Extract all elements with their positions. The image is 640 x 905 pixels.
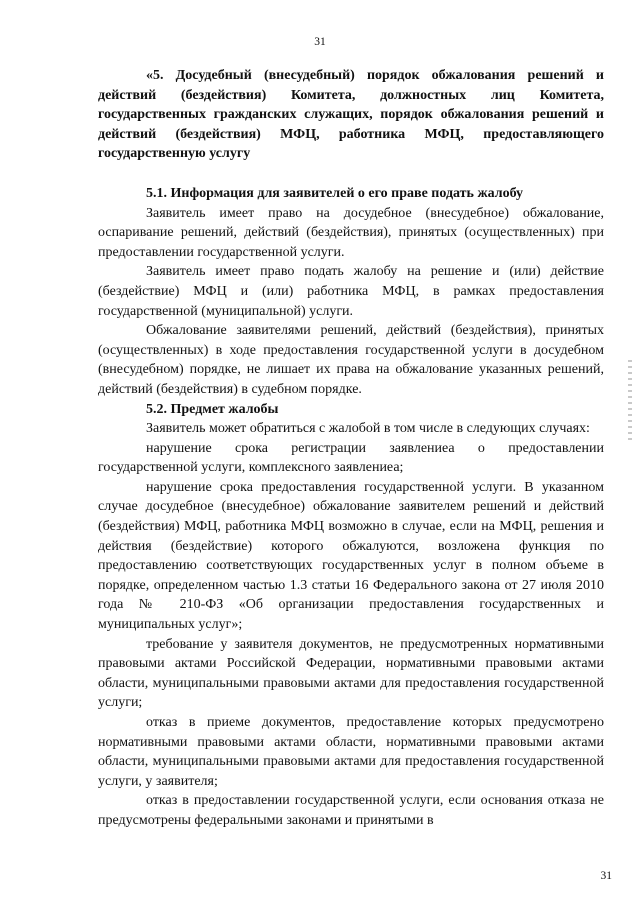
- paragraph: Обжалование заявителями решений, действий (бездействия), принятых (осуществленных) в ходе предоставления государственной услуги в досудебном (внесудебном) порядке, не лишает их права на обжалование указанных решений, действий (бездействия) в судебном порядке.: [98, 323, 604, 397]
- paragraph: Заявитель может обратиться с жалобой в том числе в следующих случаях:: [146, 421, 590, 437]
- section-5-1-heading: 5.1. Информация для заявителей о его праве подать жалобу: [146, 185, 524, 201]
- paragraph: нарушение срока предоставления государственной услуги. В указанном случае досудебное (внесудебное) обжалование заявителем решений и действий (бездействия) МФЦ, работника МФЦ возможно в случае, если на МФЦ, решения и действия (бездействие) которого обжалуются, возложена функция по предоставлению соответствующих государственных услуг в полном объеме в порядке, определенном частью 1.3 статьи 16 Федерального закона от 27 июля 2010 года № 210-ФЗ «Об организации предоставления государственных и муниципальных услуг»;: [98, 479, 604, 633]
- page-number-top: 31: [314, 36, 326, 48]
- paragraph: отказ в приеме документов, предоставление которых предусмотрено нормативными правовыми актами области, нормативными правовыми актами области, муниципальными правовыми актами для предоставления государственной услуги, у заявителя;: [98, 715, 604, 789]
- spacer: [98, 164, 604, 184]
- section-5-title: «5. Досудебный (внесудебный) порядок обжалования решений и действий (бездействия) Комитета, должностных лиц Комитета, государственных гражданских служащих, порядок обжалования решений и действий (бездействия) МФЦ, работника МФЦ, предоставляющего государственную услугу: [98, 68, 604, 162]
- paragraph: нарушение срока регистрации заявлениеа о предоставлении государственной услуги, комплексного заявлениеа;: [98, 440, 604, 476]
- section-5-2-heading: 5.2. Предмет жалобы: [146, 401, 279, 417]
- page-number-bottom: 31: [600, 870, 612, 882]
- paragraph: Заявитель имеет право на досудебное (внесудебное) обжалование, оспаривание решений, действий (бездействия), принятых (осуществленных) при предоставлении государственной услуги.: [98, 205, 604, 260]
- paragraph: отказ в предоставлении государственной услуги, если основания отказа не предусмотрены федеральными законами и принятыми в: [98, 793, 604, 828]
- paragraph: Заявитель имеет право подать жалобу на решение и (или) действие (бездействие) МФЦ и (или) работника МФЦ, в рамках предоставления государственной (муниципальной) услуги.: [98, 264, 604, 319]
- document-body: [98, 66, 604, 831]
- paragraph: требование у заявителя документов, не предусмотренных нормативными правовыми актами Российской Федерации, нормативными правовыми актами области, муниципальными правовыми актами для предоставления государственной услуги;: [98, 636, 604, 711]
- scan-margin-mark: [628, 360, 632, 440]
